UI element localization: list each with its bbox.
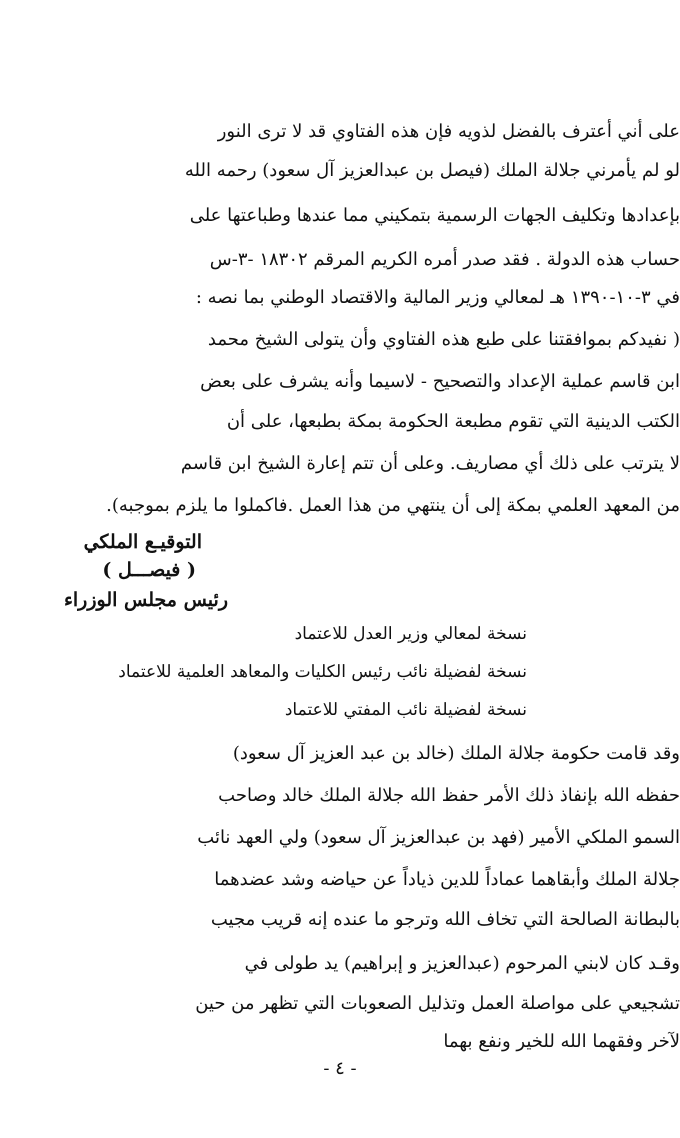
paragraph3-line-2: تشجيعي على مواصلة العمل وتذليل الصعوبات التي تظهر من حين	[195, 993, 680, 1014]
paragraph1-line-4: حساب هذه الدولة . فقد صدر أمره الكريم المرقم ١٨٣٠٢ -٣-س	[209, 249, 680, 270]
copy-line-2: نسخة لفضيلة نائب رئيس الكليات والمعاهد العلمية للاعتماد	[118, 662, 527, 682]
paragraph2-line-3: السمو الملكي الأمير (فهد بن عبدالعزيز آل سعود) ولي العهد نائب	[197, 827, 680, 848]
quote-line-4: لا يترتب على ذلك أي مصاريف. وعلى أن تتم إعارة الشيخ ابن قاسم	[180, 453, 680, 474]
quote-line-5: من المعهد العلمي بمكة إلى أن ينتهي من هذا العمل .فاكملوا ما يلزم بموجبه).	[106, 495, 680, 516]
paragraph3-line-3: لآخر وفقهما الله للخير ونفع بهما	[443, 1031, 680, 1052]
paragraph1-line-2: لو لم يأمرني جلالة الملك (فيصل بن عبدالعزيز آل سعود) رحمه الله	[184, 160, 680, 181]
quote-line-1: ( نفيدكم بموافقتنا على طبع هذه الفتاوي وأن يتولى الشيخ محمد	[207, 329, 680, 350]
quote-line-3: الكتب الدينية التي تقوم مطبعة الحكومة بمكة بطبعها، على أن	[226, 411, 680, 432]
quote-line-2: ابن قاسم عملية الإعداد والتصحيح - لاسيما وأنه يشرف على بعض	[200, 371, 680, 392]
paragraph2-line-2: حفظه الله بإنفاذ ذلك الأمر حفظ الله جلالة الملك خالد وصاحب	[218, 785, 680, 806]
paragraph1-line-5: في ٣-١٠-١٣٩٠ هـ لمعالي وزير المالية والاقتصاد الوطني بما نصه :	[195, 287, 680, 308]
signature-title: التوقيـع الملكي	[83, 531, 202, 553]
page-number: - ٤ -	[323, 1058, 357, 1079]
paragraph3-line-1: وقـد كان لابني المرحوم (عبدالعزيز و إبراهيم) يد طولى في	[244, 953, 680, 974]
paragraph2-line-1: وقد قامت حكومة جلالة الملك (خالد بن عبد العزيز آل سعود)	[232, 743, 680, 764]
paragraph2-line-4: جلالة الملك وأبقاهما عماداً للدين ذياداً عن حياضه وشد عضدهما	[214, 869, 680, 890]
paragraph1-line-1: على أني أعترف بالفضل لذويه فإن هذه الفتاوي قد لا ترى النور	[217, 121, 680, 142]
copy-line-3: نسخة لفضيلة نائب المفتي للاعتماد	[284, 700, 527, 720]
paragraph1-line-3: بإعدادها وتكليف الجهات الرسمية بتمكيني مما عندها وطباعتها على	[189, 205, 680, 226]
signature-position: رئيس مجلس الوزراء	[63, 589, 228, 611]
copy-line-1: نسخة لمعالي وزير العدل للاعتماد	[294, 624, 527, 644]
paragraph2-line-5: بالبطانة الصالحة التي تخاف الله وترجو ما عنده إنه قريب مجيب	[210, 909, 680, 930]
signature-name: ( فيصـــل )	[102, 559, 196, 581]
